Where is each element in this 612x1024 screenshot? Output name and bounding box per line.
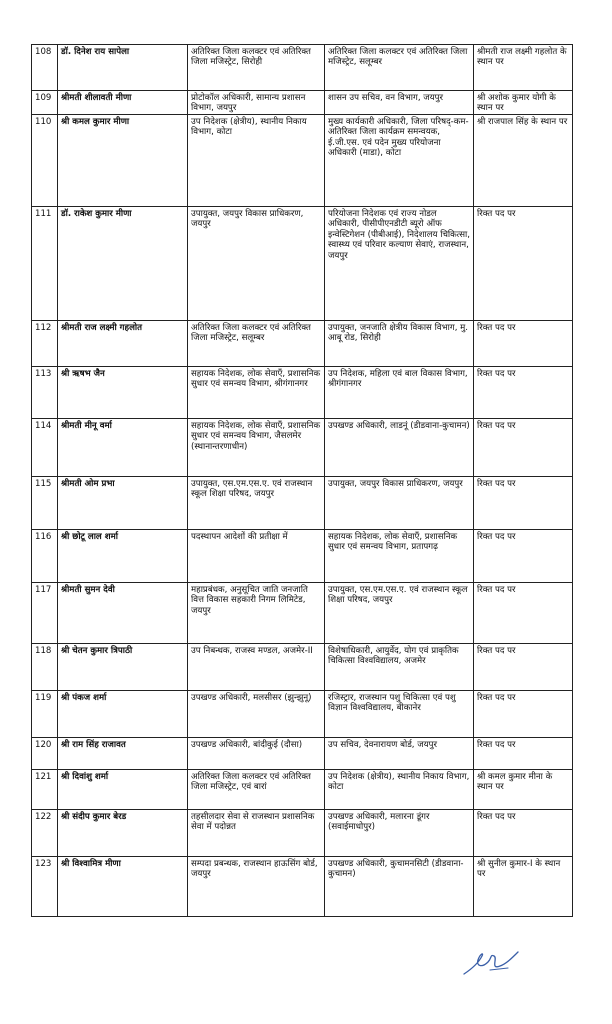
- table-row: [32, 644, 573, 691]
- officer-name: श्री छोटू लाल शर्मा: [58, 530, 188, 583]
- new-posting: उपखण्ड अधिकारी, कुचामनसिटी (डीडवाना-कुचामन): [325, 857, 474, 917]
- row-number: 121: [32, 770, 58, 810]
- remark: रिक्त पद पर: [474, 207, 573, 321]
- remark: रिक्त पद पर: [474, 691, 573, 738]
- row-number: 122: [32, 810, 58, 857]
- current-posting: उपायुक्त, जयपुर विकास प्राधिकरण, जयपुर: [188, 207, 325, 321]
- table-row: [32, 419, 573, 477]
- officer-name: श्री राम सिंह राजावत: [58, 738, 188, 770]
- officer-name: श्री चेतन कुमार त्रिपाठी: [58, 644, 188, 691]
- officer-name: श्री दिवांशु शर्मा: [58, 770, 188, 810]
- current-posting: उपायुक्त, एस.एम.एस.ए. एवं राजस्थान स्कूल शिक्षा परिषद, जयपुर: [188, 477, 325, 530]
- row-number: 116: [32, 530, 58, 583]
- officer-name: श्रीमती सुमन देवी: [58, 583, 188, 644]
- row-number: 119: [32, 691, 58, 738]
- new-posting: उपखण्ड अधिकारी, लाडनूं (डीडवाना-कुचामन): [325, 419, 474, 477]
- officer-name: श्री संदीप कुमार बेरड: [58, 810, 188, 857]
- current-posting: तहसीलदार सेवा से राजस्थान प्रशासनिक सेवा में पदोन्नत: [188, 810, 325, 857]
- table-row: [32, 770, 573, 810]
- table-row: [32, 207, 573, 321]
- current-posting: महाप्रबंधक, अनुसूचित जाति जनजाति वित्त विकास सहकारी निगम लिमिटेड, जयपुर: [188, 583, 325, 644]
- remark: रिक्त पद पर: [474, 419, 573, 477]
- officer-name: श्री विश्वामित्र मीणा: [58, 857, 188, 917]
- row-number: 109: [32, 91, 58, 115]
- new-posting: शासन उप सचिव, वन विभाग, जयपुर: [325, 91, 474, 115]
- officer-name: श्रीमती राज लक्ष्मी गहलोत: [58, 321, 188, 367]
- table-row: [32, 477, 573, 530]
- remark: रिक्त पद पर: [474, 644, 573, 691]
- new-posting: उप निदेशक (क्षेत्रीय), स्थानीय निकाय विभाग, कोटा: [325, 770, 474, 810]
- current-posting: उप निबन्धक, राजस्व मण्डल, अजमेर-II: [188, 644, 325, 691]
- table-row: [32, 115, 573, 207]
- row-number: 118: [32, 644, 58, 691]
- row-number: 114: [32, 419, 58, 477]
- current-posting: उप निदेशक (क्षेत्रीय), स्थानीय निकाय विभाग, कोटा: [188, 115, 325, 207]
- current-posting: प्रोटोकॉल अधिकारी, सामान्य प्रशासन विभाग, जयपुर: [188, 91, 325, 115]
- remark: श्री अशोक कुमार योगी के स्थान पर: [474, 91, 573, 115]
- new-posting: विशेषाधिकारी, आयुर्वेद, योग एवं प्राकृतिक चिकित्सा विश्वविद्यालय, अजमेर: [325, 644, 474, 691]
- remark: रिक्त पद पर: [474, 738, 573, 770]
- officer-name: श्री कमल कुमार मीणा: [58, 115, 188, 207]
- table-row: [32, 738, 573, 770]
- new-posting: उप सचिव, देवनारायण बोर्ड, जयपुर: [325, 738, 474, 770]
- current-posting: अतिरिक्त जिला कलक्टर एवं अतिरिक्त जिला मजिस्ट्रेट, सलूम्बर: [188, 321, 325, 367]
- new-posting: उपायुक्त, एस.एम.एस.ए. एवं राजस्थान स्कूल शिक्षा परिषद, जयपुर: [325, 583, 474, 644]
- row-number: 110: [32, 115, 58, 207]
- row-number: 123: [32, 857, 58, 917]
- current-posting: पदस्थापन आदेशों की प्रतीक्षा में: [188, 530, 325, 583]
- row-number: 112: [32, 321, 58, 367]
- officer-name: श्री ऋषभ जैन: [58, 367, 188, 419]
- current-posting: उपखण्ड अधिकारी, बांदीकुई (दौसा): [188, 738, 325, 770]
- table-row: [32, 530, 573, 583]
- new-posting: मुख्य कार्यकारी अधिकारी, जिला परिषद्-कम- अतिरिक्त जिला कार्यक्रम समन्वयक, ई.जी.एस. एवं पदेन मुख्य परियोजना अधिकारी (माडा), कोटा: [325, 115, 474, 207]
- remark: श्री सुनील कुमार-I के स्थान पर: [474, 857, 573, 917]
- current-posting: सहायक निदेशक, लोक सेवाएँ, प्रशासनिक सुधार एवं समन्वय विभाग, जैसलमेर (स्थानान्तरणाधीन): [188, 419, 325, 477]
- new-posting: उपखण्ड अधिकारी, मलारना डूंगर (सवाईमाधोपुर): [325, 810, 474, 857]
- new-posting: रजिस्ट्रार, राजस्थान पशु चिकित्सा एवं पशु विज्ञान विश्वविद्यालय, बीकानेर: [325, 691, 474, 738]
- transfer-order-table: [31, 44, 573, 917]
- table-row: [32, 91, 573, 115]
- table-row: [32, 367, 573, 419]
- officer-name: डॉ. राकेश कुमार मीणा: [58, 207, 188, 321]
- row-number: 115: [32, 477, 58, 530]
- new-posting: अतिरिक्त जिला कलक्टर एवं अतिरिक्त जिला मजिस्ट्रेट, सलूम्बर: [325, 45, 474, 91]
- officer-name: श्रीमती मीनू वर्मा: [58, 419, 188, 477]
- row-number: 120: [32, 738, 58, 770]
- remark: श्री राजपाल सिंह के स्थान पर: [474, 115, 573, 207]
- new-posting: उपायुक्त, जनजाति क्षेत्रीय विकास विभाग, मु. आबू रोड, सिरोही: [325, 321, 474, 367]
- remark: रिक्त पद पर: [474, 477, 573, 530]
- row-number: 113: [32, 367, 58, 419]
- new-posting: उपायुक्त, जयपुर विकास प्राधिकरण, जयपुर: [325, 477, 474, 530]
- remark: श्रीमती राज लक्ष्मी गहलोत के स्थान पर: [474, 45, 573, 91]
- new-posting: परियोजना निदेशक एवं राज्य नोडल अधिकारी, पीसीपीएनडीटी ब्यूरो ऑफ इन्वेस्टिगेशन (पीबीआई), निदेशालय चिकित्सा, स्वास्थ्य एवं परिवार कल्याण सेवाएं, राजस्थान, जयपुर: [325, 207, 474, 321]
- remark: रिक्त पद पर: [474, 367, 573, 419]
- current-posting: अतिरिक्त जिला कलक्टर एवं अतिरिक्त जिला मजिस्ट्रेट, सिरोही: [188, 45, 325, 91]
- current-posting: अतिरिक्त जिला कलक्टर एवं अतिरिक्त जिला मजिस्ट्रेट, एवं बारां: [188, 770, 325, 810]
- current-posting: सम्पदा प्रबन्धक, राजस्थान हाऊसिंग बोर्ड, जयपुर: [188, 857, 325, 917]
- officer-name: श्रीमती ओम प्रभा: [58, 477, 188, 530]
- officer-name: डॉ. दिनेश राय सापेला: [58, 45, 188, 91]
- table-row: [32, 583, 573, 644]
- table-row: [32, 810, 573, 857]
- remark: रिक्त पद पर: [474, 810, 573, 857]
- remark: रिक्त पद पर: [474, 321, 573, 367]
- new-posting: उप निदेशक, महिला एवं बाल विकास विभाग, श्रीगंगानगर: [325, 367, 474, 419]
- officer-name: श्री पंकज शर्मा: [58, 691, 188, 738]
- officer-name: श्रीमती शीलावती मीणा: [58, 91, 188, 115]
- current-posting: सहायक निदेशक, लोक सेवाएँ, प्रशासनिक सुधार एवं समन्वय विभाग, श्रीगंगानगर: [188, 367, 325, 419]
- remark: श्री कमल कुमार मीना के स्थान पर: [474, 770, 573, 810]
- row-number: 111: [32, 207, 58, 321]
- remark: रिक्त पद पर: [474, 530, 573, 583]
- table-row: [32, 321, 573, 367]
- current-posting: उपखण्ड अधिकारी, मलसीसर (झुन्झुनू): [188, 691, 325, 738]
- row-number: 108: [32, 45, 58, 91]
- signature-mark: [460, 944, 524, 980]
- new-posting: सहायक निदेशक, लोक सेवाएँ, प्रशासनिक सुधार एवं समन्वय विभाग, प्रतापगढ़: [325, 530, 474, 583]
- table-row: [32, 691, 573, 738]
- remark: रिक्त पद पर: [474, 583, 573, 644]
- row-number: 117: [32, 583, 58, 644]
- table-row: [32, 857, 573, 917]
- table-row: [32, 45, 573, 91]
